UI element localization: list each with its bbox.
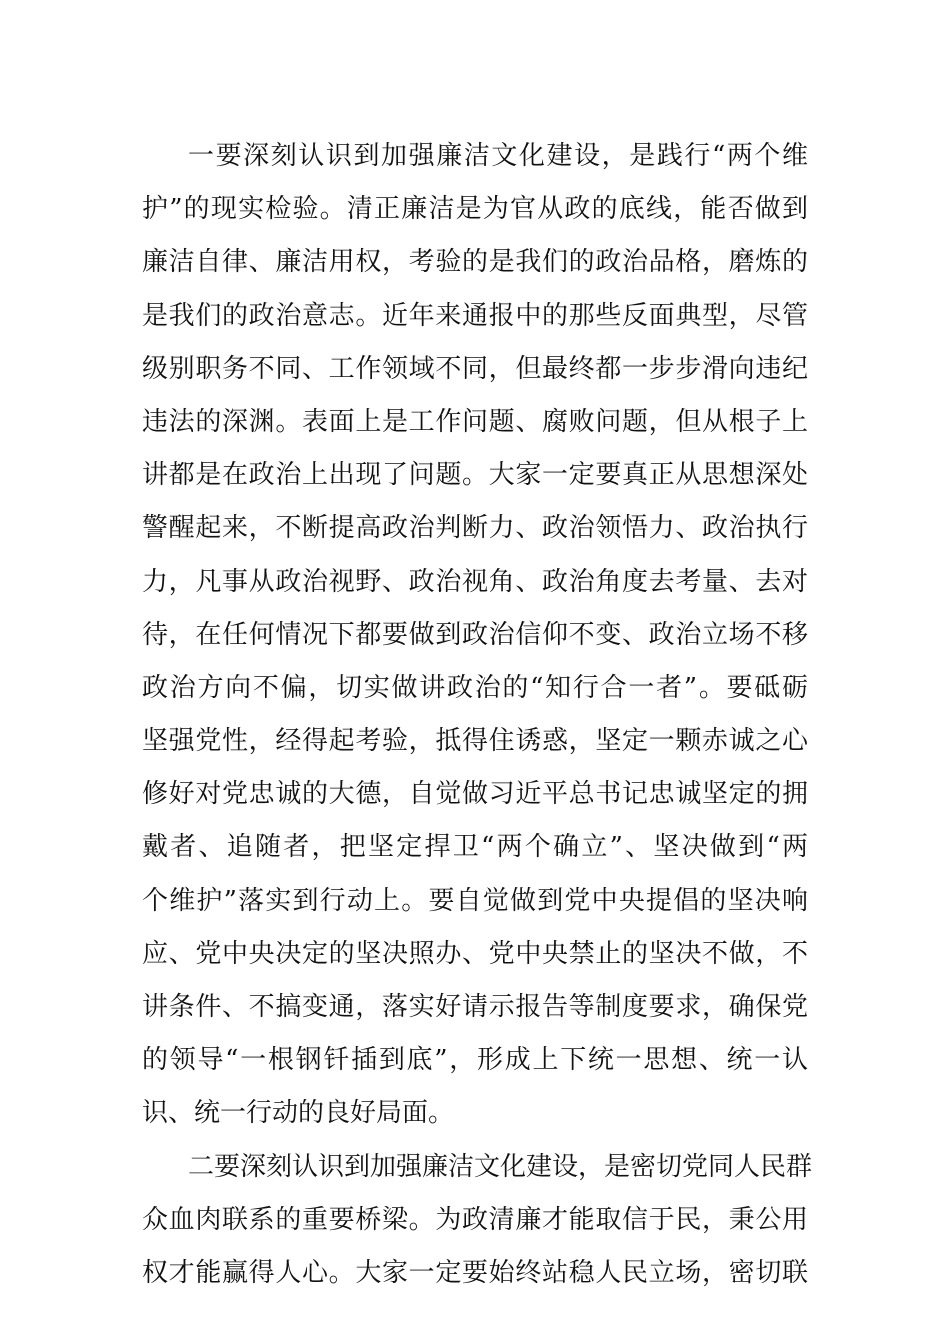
text-line: 讲都是在政治上出现了问题。大家一定要真正从思想深处 (142, 460, 808, 491)
text-line: 违法的深渊。表面上是工作问题、腐败问题，但从根子上 (142, 406, 808, 437)
paragraph-1 (142, 130, 808, 1141)
text-line: 修好对党忠诚的大德，自觉做习近平总书记忠诚坚定的拥 (142, 779, 808, 810)
text-line: 待，在任何情况下都要做到政治信仰不变、政治立场不移 (142, 619, 808, 650)
text-line: 级别职务不同、工作领域不同，但最终都一步步滑向违纪 (142, 353, 808, 384)
text-line: 识、统一行动的良好局面。 (142, 1098, 455, 1129)
text-line: 个维护”落实到行动上。要自觉做到党中央提倡的坚决响 (142, 885, 808, 916)
text-line: 政治方向不偏，切实做讲政治的“知行合一者”。要砥砺 (142, 672, 808, 703)
text-line: 护”的现实检验。清正廉洁是为官从政的底线，能否做到 (142, 194, 808, 225)
text-line: 力，凡事从政治视野、政治视角、政治角度去考量、去对 (142, 566, 808, 597)
text-line: 讲条件、不搞变通，落实好请示报告等制度要求，确保党 (142, 992, 808, 1022)
body-text (142, 130, 813, 1300)
text-line: 戴者、追随者，把坚定捍卫“两个确立”、坚决做到“两 (142, 832, 808, 863)
text-line: 二要深刻认识到加强廉洁文化建设，是密切党同人民群 (188, 1151, 813, 1182)
text-line: 的领导“一根钢钎插到底”，形成上下统一思想、统一认 (142, 1045, 808, 1076)
text-line: 警醒起来，不断提高政治判断力、政治领悟力、政治执行 (142, 513, 808, 544)
text-line: 众血肉联系的重要桥梁。为政清廉才能取信于民，秉公用 (142, 1204, 808, 1235)
paragraph-2 (142, 1141, 813, 1301)
text-line: 坚强党性，经得起考验，抵得住诱惑，坚定一颗赤诚之心 (142, 726, 808, 757)
text-line: 一要深刻认识到加强廉洁文化建设，是践行“两个维 (188, 141, 808, 171)
text-line: 应、党中央决定的坚决照办、党中央禁止的坚决不做，不 (142, 938, 808, 969)
text-line: 是我们的政治意志。近年来通报中的那些反面典型，尽管 (142, 300, 808, 331)
text-line: 权才能赢得人心。大家一定要始终站稳人民立场，密切联 (142, 1257, 808, 1288)
text-line: 廉洁自律、廉洁用权，考验的是我们的政治品格，磨炼的 (142, 247, 808, 278)
